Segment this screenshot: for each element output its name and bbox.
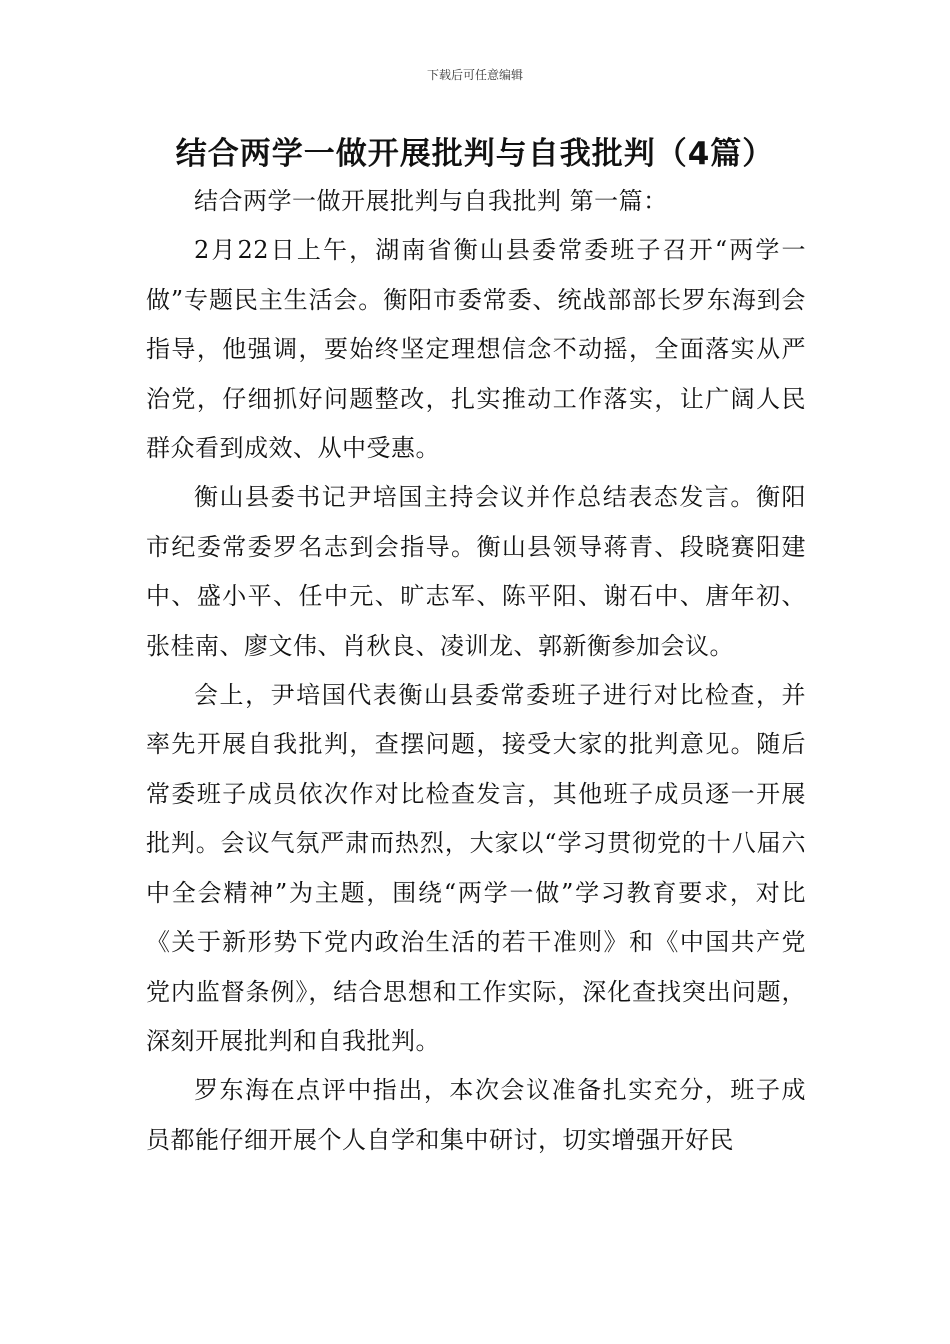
paragraph-4: 罗东海在点评中指出，本次会议准备扎实充分，班子成员都能仔细开展个人自学和集中研讨，切实增强开好民	[146, 1076, 806, 1154]
document-title: 结合两学一做开展批判与自我批判（4篇）	[175, 136, 775, 172]
paragraph-3: 会上，尹培国代表衡山县委常委班子进行对比检查，并率先开展自我批判，查摆问题，接受大家的批判意见。随后常委班子成员依次作对比检查发言，其他班子成员逐一开展批判。会议气氛严肃而热烈，大家以“学习贯彻党的十八届六中全会精神”为主题，围绕“两学一做”学习教育要求，对比《关于新形势下党内政治生活的若干准则》和《中国共产党党内监督条例》，结合思想和工作实际，深化查找突出问题，深刻开展批判和自我批判。	[146, 681, 806, 1055]
paragraph-1: 2月22日上午，湖南省衡山县委常委班子召开“两学一做”专题民主生活会。衡阳市委常委、统战部部长罗东海到会指导，他强调，要始终坚定理想信念不动摇，全面落实从严治党，仔细抓好问题整改，扎实推动工作落实，让广阔人民群众看到成效、从中受惠。	[146, 236, 806, 463]
paragraph-2: 衡山县委书记尹培国主持会议并作总结表态发言。衡阳市纪委常委罗名志到会指导。衡山县领导蒋青、段晓赛阳建中、盛小平、任中元、旷志军、陈平阳、谢石中、唐年初、张桂南、廖文伟、肖秋良、凌训龙、郭新衡参加会议。	[146, 483, 806, 660]
header-note: 下载后可任意编辑	[426, 68, 523, 82]
document-subtitle: 结合两学一做开展批判与自我批判 第一篇：	[194, 187, 668, 215]
document-body	[146, 177, 806, 1165]
